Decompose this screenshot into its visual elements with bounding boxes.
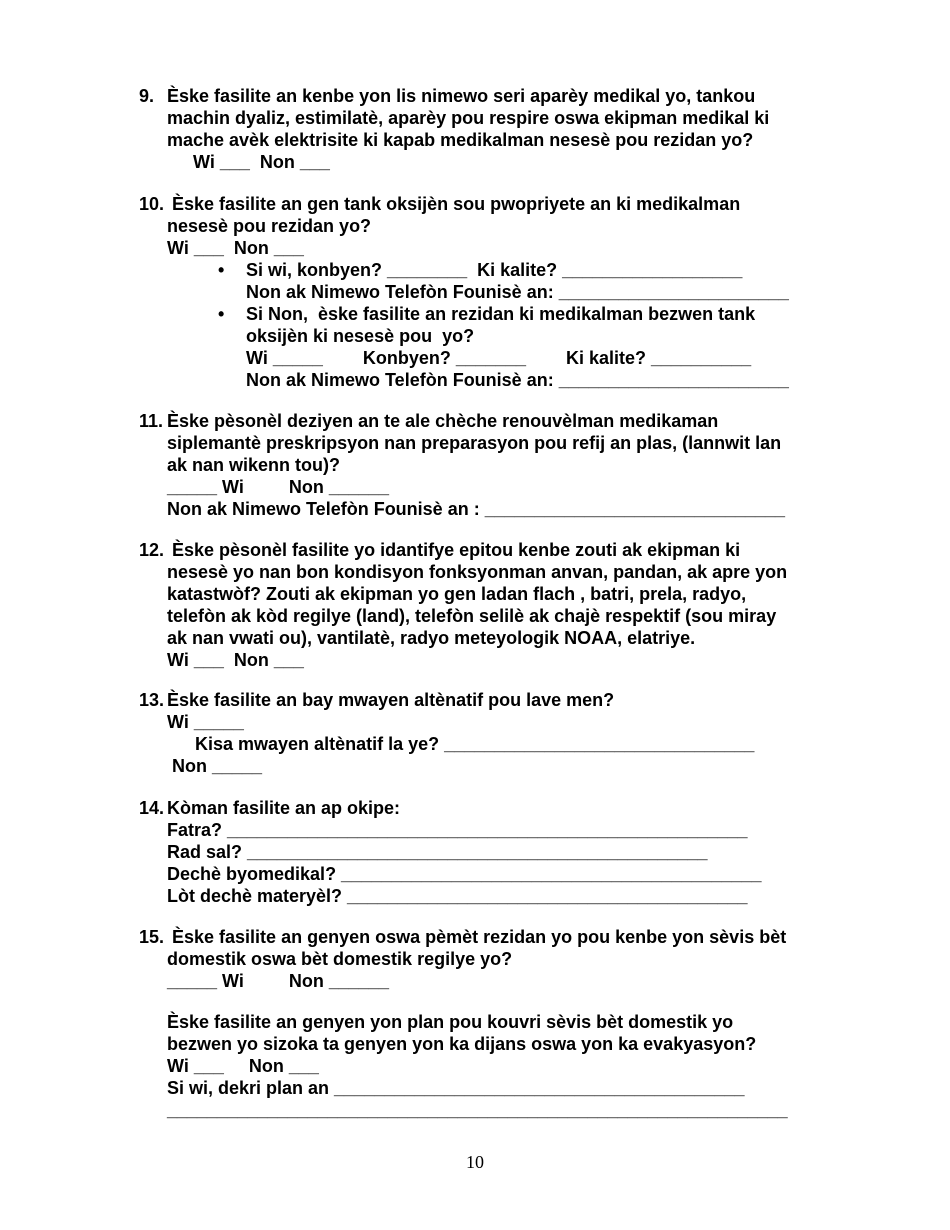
q13-number: 13. xyxy=(139,690,165,710)
q11-line-3: ak nan wikenn tou)? xyxy=(167,455,341,475)
q14-laundry: Rad sal? ______________________________________________ xyxy=(167,842,708,862)
q14-trash: Fatra? ____________________________________________________ xyxy=(167,820,748,840)
q10-number: 10. xyxy=(139,194,165,214)
q15-plan-describe: Si wi, dekri plan an _________________________________________ xyxy=(167,1078,745,1098)
q12-answer: Wi ___ Non ___ xyxy=(167,650,304,670)
q15-plan-line-2: bezwen yo sizoka ta genyen yon ka dijans oswa yon ka evakyasyon? xyxy=(167,1034,757,1054)
q13-line-1: Èske fasilite an bay mwayen altènatif pou lave men? xyxy=(167,690,615,710)
q11-line-2: siplemantè preskripsyon nan preparasyon pou refij an plas, (lannwit lan xyxy=(167,433,782,453)
q15-line-1: Èske fasilite an genyen oswa pèmèt rezidan yo pou kenbe yon sèvis bèt xyxy=(172,927,787,947)
bullet-icon: • xyxy=(218,260,225,280)
q10-line-1: Èske fasilite an gen tank oksijèn sou pwopriyete an ki medikalman xyxy=(172,194,741,214)
q9-line-1: Èske fasilite an kenbe yon lis nimewo seri aparèy medikal yo, tankou xyxy=(167,86,756,106)
q14-number: 14. xyxy=(139,798,165,818)
q15-answer: _____ Wi Non ______ xyxy=(167,971,389,991)
q9-answer: Wi ___ Non ___ xyxy=(193,152,330,172)
page-number: 10 xyxy=(466,1152,484,1172)
q14-biomedical: Dechè byomedikal? __________________________________________ xyxy=(167,864,762,884)
q10-bullet1-line-1: Si wi, konbyen? ________ Ki kalite? __________________ xyxy=(246,260,743,280)
q11-number: 11. xyxy=(139,411,164,431)
q10-bullet2-line-1: Si Non, èske fasilite an rezidan ki medikalman bezwen tank xyxy=(246,304,756,324)
q11-answer: _____ Wi Non ______ xyxy=(167,477,389,497)
q12-line-5: ak nan vwati ou), vantilatè, radyo meteyologik NOAA, elatriye. xyxy=(167,628,696,648)
q15-number: 15. xyxy=(139,927,165,947)
q15-plan-answer: Wi ___ Non ___ xyxy=(167,1056,319,1076)
q12-number: 12. xyxy=(139,540,165,560)
q13-alternative: Kisa mwayen altènatif la ye? _______________________________ xyxy=(195,734,755,754)
q14-other-waste: Lòt dechè materyèl? ________________________________________ xyxy=(167,886,748,906)
q11-line-1: Èske pèsonèl deziyen an te ale chèche renouvèlman medikaman xyxy=(167,411,719,431)
q12-line-4: telefòn ak kòd regilye (land), telefòn selilè ak chajè respektif (sou miray xyxy=(167,606,777,626)
bullet-icon: • xyxy=(218,304,225,324)
q15-plan-blank-line: ______________________________________________________________ xyxy=(167,1100,788,1120)
q12-line-3: katastwòf? Zouti ak ekipman yo gen ladan flach , batri, prela, radyo, xyxy=(167,584,747,604)
q15-line-2: domestik oswa bèt domestik regilye yo? xyxy=(167,949,513,969)
q10-answer: Wi ___ Non ___ xyxy=(167,238,304,258)
q9-number: 9. xyxy=(139,86,155,106)
q10-bullet2-line-4: Non ak Nimewo Telefòn Founisè an: _______________________ xyxy=(246,370,789,390)
q10-bullet2-line-2: oksijèn ki nesesè pou yo? xyxy=(246,326,475,346)
q15-plan-line-1: Èske fasilite an genyen yon plan pou kouvri sèvis bèt domestik yo xyxy=(167,1012,734,1032)
q12-line-1: Èske pèsonèl fasilite yo idantifye epitou kenbe zouti ak ekipman ki xyxy=(172,540,741,560)
q9-line-2: machin dyaliz, estimilatè, aparèy pou respire oswa ekipman medikal ki xyxy=(167,108,770,128)
q14-line-1: Kòman fasilite an ap okipe: xyxy=(167,798,401,818)
q11-provider: Non ak Nimewo Telefòn Founisè an : ______________________________ xyxy=(167,499,786,519)
q9-line-3: mache avèk elektrisite ki kapab medikalman nesesè pou rezidan yo? xyxy=(167,130,754,150)
q12-line-2: nesesè yo nan bon kondisyon fonksyonman anvan, pandan, ak apre yon xyxy=(167,562,788,582)
q13-yes: Wi _____ xyxy=(167,712,244,732)
q10-line-2: nesesè pou rezidan yo? xyxy=(167,216,372,236)
q10-bullet2-line-3: Wi _____ Konbyen? _______ Ki kalite? __________ xyxy=(246,348,752,368)
q13-no: Non _____ xyxy=(172,756,263,776)
q10-bullet1-line-2: Non ak Nimewo Telefòn Founisè an: _______________________ xyxy=(246,282,789,302)
